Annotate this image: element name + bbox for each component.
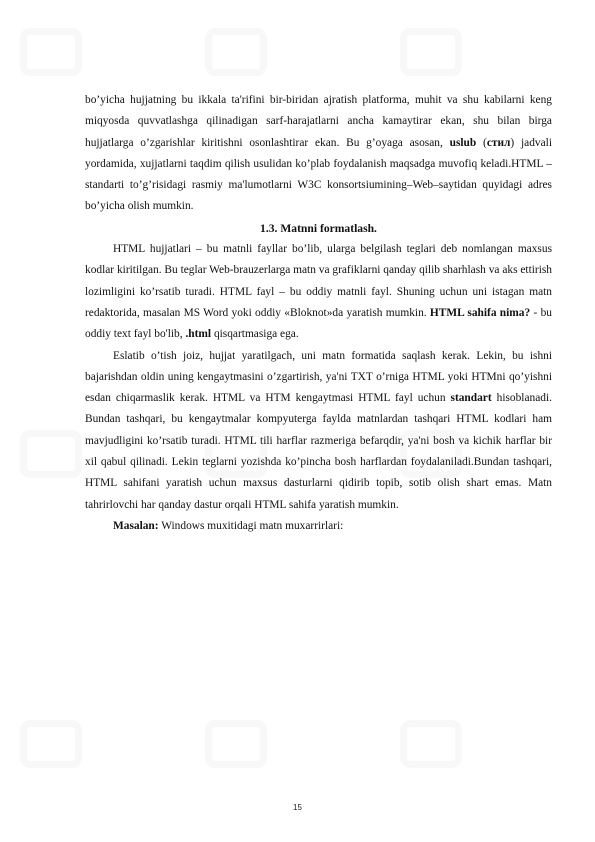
- paragraph-text: qisqartmasiga ega.: [211, 328, 299, 341]
- paragraph-3: [85, 346, 552, 516]
- bold-term-standart: standart: [450, 392, 492, 405]
- bold-term-stil: стил: [486, 136, 511, 149]
- paragraph-text: hisoblanadi. Bundan tashqari, bu kengaytmalar kompyuterga faylda matnlardan tashqari HTML kodlari ham mavjudligini ko’rsatib turadi. HTML tili harflar razmeriga befarqdir, ya'ni bosh va kichik harflar bir xil qabul qilinadi. Lekin teglarni yozishda ko’pincha bosh harflardan foydalaniladi.Bundan tashqari, HTML sahifani yaratish uchun maxsus dasturlarni qidirib topib, sotib olish shart emas. Matn tahrirlovchi har qanday dastur orqali HTML sahifa yaratish mumkin.: [85, 392, 552, 511]
- watermark-shape: [400, 720, 462, 768]
- paragraph-4: [85, 516, 552, 537]
- body-text: [85, 90, 552, 537]
- watermark-shape: [205, 720, 267, 768]
- paragraph-text: Windows muxitidagi matn muxarrirlari:: [158, 519, 344, 532]
- watermark-shape: [400, 28, 462, 76]
- paragraph-text: Eslatib o’tish joiz, hujjat yaratilgach, uni matn formatida saqlash kerak. Lekin, bu ishni bajarishdan oldin uning kengaytmasini o’zgartirish, ya'ni TXT o’rniga HTML yoki HTMni qo’yishni esdan chiqarmaslik kerak. HTML va HTM kengaytmasi HTML fayl uchun: [85, 349, 552, 405]
- paragraph-text: HTML hujjatlari – bu matnli fayllar bo’lib, ularga belgilash teglari deb nomlangan maxsus kodlar kiritilgan. Bu teglar Web-brauzerlarga matn va grafiklarni qanday qilib sharhlash va aks ettirish lozimligini ko’rsatib turadi. HTML fayl – bu oddiy matnli fayl. Shuning uchun uni istagan matn redaktorida, masalan MS Word yoki oddiy «Bloknot»da yaratish mumkin.: [85, 243, 552, 319]
- section-heading: 1.3. Matnni formatlash.: [260, 221, 377, 235]
- paragraph-1: [85, 90, 552, 218]
- bold-question: HTML sahifa nima?: [429, 306, 531, 319]
- watermark-shape: [205, 28, 267, 76]
- bold-term-uslub: uslub: [449, 136, 477, 149]
- bold-example-label: Masalan:: [113, 519, 159, 532]
- paragraph-text: (: [476, 136, 487, 149]
- watermark-shape: [20, 430, 82, 478]
- watermark-shape: [20, 720, 82, 768]
- paragraph-2: [85, 239, 552, 345]
- page-number: 15: [293, 803, 302, 812]
- paragraph-text: bo’yicha hujjatning bu ikkala ta'rifini bir-biridan ajratish platforma, muhit va shu kabilarni keng miqyosda quvvatlashga qilinadigan sarf-harajatlarni ancha kamaytirar ekan, shu bilan birga hujjatlarga o’zgarishlar kiritishni osonlashtirar ekan. Bu g’oyaga asosan,: [85, 94, 552, 149]
- paragraph-text: - bu oddiy text fayl bo'lib,: [85, 306, 552, 341]
- bold-extension: .html: [185, 328, 212, 341]
- paragraph-text: ) jadvali yordamida, xujjatlarni taqdim qilish usulidan ko’plab foydalanish maqsadga muvofiq keladi.HTML – standarti to’g’risidagi rasmiy ma'lumotlarni W3C konsortsiumining–Web–saytidan quyidagi adres bo’yicha olish mumkin.: [85, 136, 552, 213]
- watermark-shape: [20, 28, 82, 76]
